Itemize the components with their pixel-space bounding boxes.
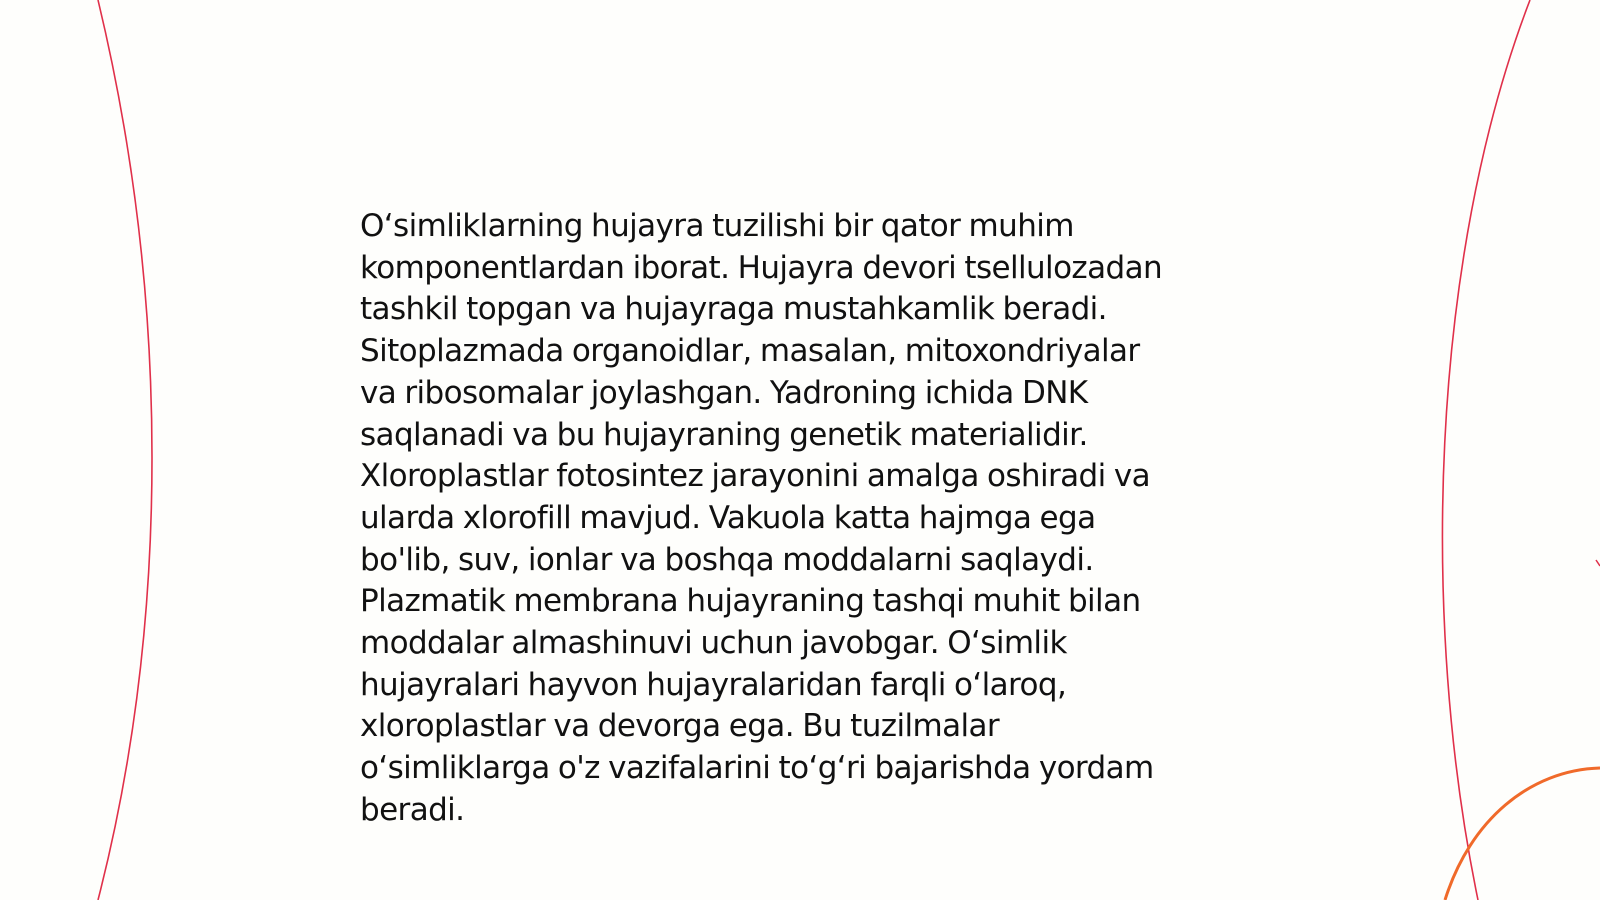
right-curved-line (1442, 0, 1530, 900)
bottom-right-orange-arc (1445, 768, 1600, 900)
left-curved-line (98, 0, 152, 900)
right-edge-tick (1596, 560, 1600, 566)
body-paragraph: O‘simliklarning hujayra tuzilishi bir qator muhim komponentlardan iborat. Hujayra devori tsellulozadan tashkil topgan va hujayraga mustahkamlik beradi. Sitoplazmada organoidlar, masalan, mitoxondriyalar va ribosomalar joylashgan. Yadroning ichida DNK saqlanadi va bu hujayraning genetik materialidir. Xloroplastlar fotosintez jarayonini amalga oshiradi va ularda xlorofill mavjud. Vakuola katta hajmga ega bo'lib, suv, ionlar va boshqa moddalarni saqlaydi. Plazmatik membrana hujayraning tashqi muhit bilan moddalar almashinuvi uchun javobgar. O‘simlik hujayralari hayvon hujayralaridan farqli o‘laroq, xloroplastlar va devorga ega. Bu tuzilmalar o‘simliklarga o'z vazifalarini to‘g‘ri bajarishda yordam beradi. (360, 208, 1163, 828)
